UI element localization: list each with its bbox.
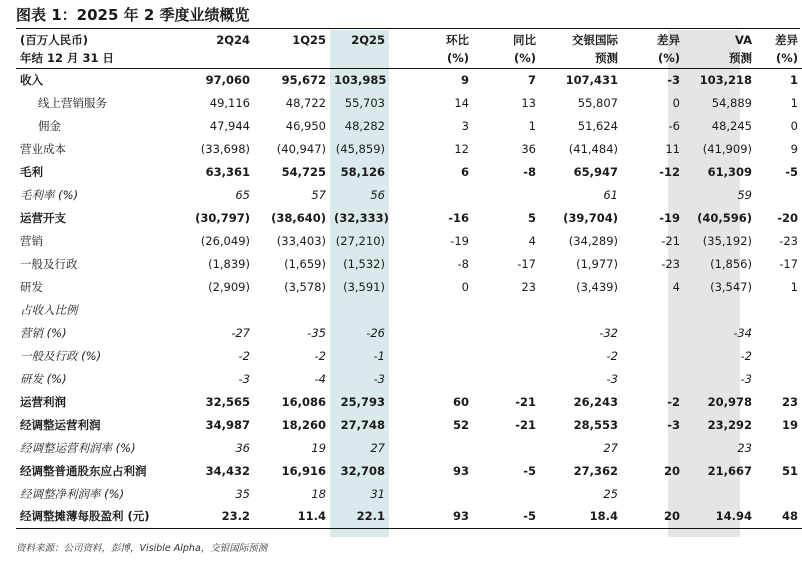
cell-2q25: -1 bbox=[373, 348, 385, 363]
cell-2q25: 103,985 bbox=[334, 72, 387, 87]
cell-va-diff bbox=[756, 183, 802, 206]
cell-1q25: -2 bbox=[314, 348, 326, 363]
table-row bbox=[16, 344, 802, 367]
table-row bbox=[16, 91, 802, 114]
table-body bbox=[16, 68, 802, 528]
cell-yoy bbox=[473, 367, 540, 390]
cell-va: -3 bbox=[740, 371, 752, 386]
cell-1q25: 11.4 bbox=[254, 505, 330, 528]
row-label: 经调整运营利润 bbox=[20, 417, 101, 432]
cell-2q24: 97,060 bbox=[205, 72, 250, 87]
table-row bbox=[16, 321, 802, 344]
cell-bocom-forecast: 61 bbox=[603, 187, 618, 202]
cell-yoy: -5 bbox=[473, 505, 540, 528]
cell-va-diff bbox=[756, 344, 802, 367]
cell-va: 21,667 bbox=[707, 463, 752, 478]
cell-va-diff: 1 bbox=[789, 72, 798, 87]
cell-2q25: 48,282 bbox=[344, 118, 385, 133]
cell-yoy: 7 bbox=[527, 72, 536, 87]
cell-bocom-forecast: 51,624 bbox=[577, 118, 618, 133]
cell-va-diff bbox=[756, 367, 802, 390]
cell-2q25: (1,532) bbox=[343, 256, 385, 271]
cell-2q24: 47,944 bbox=[209, 118, 250, 133]
cell-diff: -3 bbox=[667, 417, 680, 432]
cell-va: (41,909) bbox=[702, 141, 752, 156]
cell-va-diff bbox=[756, 321, 802, 344]
cell-diff bbox=[622, 436, 684, 459]
cell-bocom-forecast: (3,439) bbox=[576, 279, 618, 294]
row-label: 经调整摊薄每股盈利 (元) bbox=[16, 505, 174, 528]
header-cell-1q25: 1Q25 bbox=[292, 32, 326, 47]
header-cell-label: 年结 12 月 31 日 bbox=[16, 49, 174, 68]
table-row bbox=[16, 459, 802, 482]
cell-qoq: 52 bbox=[452, 417, 469, 432]
cell-2q25: (32,333) bbox=[334, 210, 389, 225]
table-row bbox=[16, 436, 802, 459]
cell-qoq bbox=[389, 321, 473, 344]
cell-va: 103,218 bbox=[699, 72, 752, 87]
cell-1q25: 54,725 bbox=[281, 164, 326, 179]
header-row2 bbox=[16, 49, 802, 68]
cell-yoy bbox=[473, 344, 540, 367]
cell-va: 23 bbox=[737, 440, 752, 455]
header-cell-bocom-forecast: 预测 bbox=[540, 49, 622, 68]
cell-bocom-forecast: -3 bbox=[606, 371, 618, 386]
table-row bbox=[16, 505, 802, 528]
row-label: 营销 (%) bbox=[20, 325, 67, 340]
table-row bbox=[16, 114, 802, 137]
row-label: 占收入比例 bbox=[20, 302, 78, 317]
cell-bocom-forecast: (39,704) bbox=[563, 210, 618, 225]
cell-1q25: 19 bbox=[311, 440, 326, 455]
cell-va: (1,856) bbox=[710, 256, 752, 271]
cell-va: 20,978 bbox=[707, 394, 752, 409]
cell-2q25: 56 bbox=[370, 187, 385, 202]
cell-2q25 bbox=[330, 298, 389, 321]
cell-diff bbox=[622, 183, 684, 206]
cell-va: (40,596) bbox=[697, 210, 752, 225]
cell-qoq bbox=[389, 367, 473, 390]
cell-yoy: -17 bbox=[517, 256, 536, 271]
cell-diff bbox=[622, 367, 684, 390]
row-label: 研发 (%) bbox=[20, 371, 67, 386]
cell-va: (3,547) bbox=[710, 279, 752, 294]
cell-yoy bbox=[473, 482, 540, 505]
header-cell-bocom-forecast: 交银国际 bbox=[572, 32, 618, 47]
header-row1 bbox=[16, 30, 802, 49]
source-note: 资料来源：公司资料，彭博，Visible Alpha，交银国际预测 bbox=[16, 543, 268, 554]
header-cell-2q25 bbox=[330, 49, 389, 68]
cell-diff: 20 bbox=[663, 463, 680, 478]
cell-qoq bbox=[389, 344, 473, 367]
cell-va-diff: -17 bbox=[779, 256, 798, 271]
cell-2q24: (26,049) bbox=[200, 233, 250, 248]
cell-1q25: 18 bbox=[311, 486, 326, 501]
row-label: 佣金 bbox=[38, 118, 61, 133]
cell-va: -2 bbox=[740, 348, 752, 363]
cell-2q24: -27 bbox=[231, 325, 250, 340]
cell-bocom-forecast bbox=[540, 298, 622, 321]
cell-yoy: 13 bbox=[521, 95, 536, 110]
row-label: 经调整净利润率 (%) bbox=[20, 486, 125, 501]
header-cell-diff: (%) bbox=[622, 49, 684, 68]
header-cell-va: VA bbox=[734, 32, 752, 47]
cell-va bbox=[684, 298, 756, 321]
row-label: 线上营销服务 bbox=[38, 95, 107, 110]
header-cell-2q25: 2Q25 bbox=[351, 32, 385, 47]
row-label: 运营利润 bbox=[20, 394, 66, 409]
cell-yoy bbox=[473, 298, 540, 321]
cell-2q24: -3 bbox=[238, 371, 250, 386]
cell-1q25: (40,947) bbox=[276, 141, 326, 156]
cell-2q24: -2 bbox=[238, 348, 250, 363]
table-row bbox=[16, 183, 802, 206]
cell-2q24: 35 bbox=[235, 486, 250, 501]
row-label: 研发 bbox=[20, 279, 43, 294]
row-label: 毛利率 (%) bbox=[20, 187, 79, 202]
cell-diff: 11 bbox=[665, 141, 680, 156]
cell-2q24: 32,565 bbox=[205, 394, 250, 409]
cell-va-diff: 23 bbox=[781, 394, 798, 409]
cell-yoy bbox=[473, 321, 540, 344]
cell-2q24: (30,797) bbox=[195, 210, 250, 225]
cell-diff: -2 bbox=[667, 394, 680, 409]
cell-yoy: -21 bbox=[515, 417, 536, 432]
cell-yoy: -5 bbox=[523, 463, 536, 478]
cell-va-diff: -23 bbox=[779, 233, 798, 248]
cell-2q24: 65 bbox=[235, 187, 250, 202]
table-row bbox=[16, 275, 802, 298]
cell-1q25: 46,950 bbox=[285, 118, 326, 133]
cell-1q25: 18,260 bbox=[281, 417, 326, 432]
cell-bocom-forecast: (34,289) bbox=[568, 233, 618, 248]
cell-qoq bbox=[389, 183, 473, 206]
cell-2q24: (33,698) bbox=[200, 141, 250, 156]
header-cell-qoq: 环比 bbox=[446, 32, 469, 47]
cell-2q25: (27,210) bbox=[335, 233, 385, 248]
cell-qoq: -8 bbox=[457, 256, 469, 271]
cell-1q25: (33,403) bbox=[276, 233, 326, 248]
cell-diff: -19 bbox=[659, 210, 680, 225]
cell-va: (35,192) bbox=[702, 233, 752, 248]
cell-1q25: (1,659) bbox=[284, 256, 326, 271]
results-table bbox=[16, 30, 802, 529]
cell-qoq: 93 bbox=[452, 463, 469, 478]
cell-1q25: 57 bbox=[311, 187, 326, 202]
table-row bbox=[16, 367, 802, 390]
header-cell-yoy: 同比 bbox=[513, 32, 536, 47]
cell-2q25: 31 bbox=[370, 486, 385, 501]
cell-qoq bbox=[389, 436, 473, 459]
cell-bocom-forecast: 18.4 bbox=[540, 505, 622, 528]
cell-diff bbox=[622, 482, 684, 505]
cell-qoq: 14 bbox=[454, 95, 469, 110]
cell-2q24: 34,987 bbox=[205, 417, 250, 432]
cell-1q25: 95,672 bbox=[281, 72, 326, 87]
cell-va-diff: 51 bbox=[781, 463, 798, 478]
cell-qoq: 6 bbox=[460, 164, 469, 179]
cell-va: 23,292 bbox=[707, 417, 752, 432]
cell-2q24 bbox=[174, 298, 254, 321]
cell-yoy: 23 bbox=[521, 279, 536, 294]
cell-va: 61,309 bbox=[707, 164, 752, 179]
cell-va-diff bbox=[756, 482, 802, 505]
cell-diff: 0 bbox=[672, 95, 680, 110]
cell-1q25: -4 bbox=[314, 371, 326, 386]
cell-bocom-forecast: 28,553 bbox=[573, 417, 618, 432]
cell-yoy: -8 bbox=[523, 164, 536, 179]
cell-diff: -6 bbox=[668, 118, 680, 133]
row-label: 营业成本 bbox=[20, 141, 66, 156]
cell-2q25: 27 bbox=[370, 440, 385, 455]
cell-1q25 bbox=[254, 298, 330, 321]
header-cell-1q25 bbox=[254, 49, 330, 68]
cell-va-diff: -5 bbox=[785, 164, 798, 179]
cell-va-diff: 0 bbox=[790, 118, 798, 133]
page-title: 图表 1：2025 年 2 季度业绩概览 bbox=[16, 6, 250, 24]
cell-bocom-forecast: 107,431 bbox=[565, 72, 618, 87]
header-cell-2q24 bbox=[174, 49, 254, 68]
row-label: 毛利 bbox=[20, 164, 43, 179]
cell-bocom-forecast: (1,977) bbox=[576, 256, 618, 271]
cell-va: -34 bbox=[733, 325, 752, 340]
cell-qoq bbox=[389, 298, 473, 321]
cell-qoq: -19 bbox=[450, 233, 469, 248]
table-row bbox=[16, 206, 802, 229]
row-label: 经调整运营利润率 (%) bbox=[20, 440, 136, 455]
cell-2q24: 23.2 bbox=[174, 505, 254, 528]
cell-yoy: 36 bbox=[521, 141, 536, 156]
cell-diff: -3 bbox=[667, 72, 680, 87]
cell-2q24: 63,361 bbox=[205, 164, 250, 179]
cell-2q25: 27,748 bbox=[340, 417, 385, 432]
cell-1q25: 16,916 bbox=[281, 463, 326, 478]
cell-2q25: 25,793 bbox=[340, 394, 385, 409]
row-label: 运营开支 bbox=[20, 210, 66, 225]
cell-qoq: 3 bbox=[461, 118, 469, 133]
cell-2q25: -26 bbox=[366, 325, 385, 340]
cell-qoq: 9 bbox=[460, 72, 469, 87]
cell-va: 59 bbox=[737, 187, 752, 202]
cell-bocom-forecast: -2 bbox=[606, 348, 618, 363]
header-cell-diff: 差异 bbox=[657, 32, 680, 47]
header-cell-va: 预测 bbox=[684, 49, 756, 68]
row-label: 一般及行政 (%) bbox=[20, 348, 102, 363]
cell-1q25: 16,086 bbox=[281, 394, 326, 409]
cell-diff bbox=[622, 298, 684, 321]
cell-2q25: 55,703 bbox=[344, 95, 385, 110]
cell-va-diff: -20 bbox=[777, 210, 798, 225]
cell-2q25: (45,859) bbox=[335, 141, 385, 156]
cell-bocom-forecast: 27,362 bbox=[573, 463, 618, 478]
header-cell-qoq: (%) bbox=[389, 49, 473, 68]
cell-diff bbox=[622, 344, 684, 367]
row-label: 一般及行政 bbox=[20, 256, 78, 271]
cell-1q25: (38,640) bbox=[271, 210, 326, 225]
cell-bocom-forecast: 26,243 bbox=[573, 394, 618, 409]
cell-va-diff: 9 bbox=[790, 141, 798, 156]
table-row bbox=[16, 413, 802, 436]
cell-diff: 20 bbox=[622, 505, 684, 528]
cell-yoy: 1 bbox=[528, 118, 536, 133]
cell-qoq: 12 bbox=[454, 141, 469, 156]
cell-2q25: -3 bbox=[373, 371, 385, 386]
cell-qoq: 0 bbox=[461, 279, 469, 294]
table-row bbox=[16, 160, 802, 183]
cell-va-diff: 48 bbox=[756, 505, 802, 528]
cell-yoy: -21 bbox=[515, 394, 536, 409]
cell-va-diff bbox=[756, 298, 802, 321]
cell-2q24: 36 bbox=[235, 440, 250, 455]
cell-qoq: -16 bbox=[448, 210, 469, 225]
cell-1q25: -35 bbox=[307, 325, 326, 340]
cell-bocom-forecast: 55,807 bbox=[577, 95, 618, 110]
cell-qoq: 60 bbox=[452, 394, 469, 409]
cell-diff: 4 bbox=[672, 279, 680, 294]
cell-2q24: 34,432 bbox=[205, 463, 250, 478]
cell-2q25: (3,591) bbox=[343, 279, 385, 294]
table-row bbox=[16, 482, 802, 505]
cell-bocom-forecast: -32 bbox=[599, 325, 618, 340]
cell-diff: -21 bbox=[661, 233, 680, 248]
table-row bbox=[16, 137, 802, 160]
title-rule bbox=[16, 28, 800, 29]
cell-va-diff: 19 bbox=[781, 417, 798, 432]
header-cell-va-diff: (%) bbox=[756, 49, 802, 68]
cell-2q25: 22.1 bbox=[330, 505, 389, 528]
row-label: 经调整普通股东应占利润 bbox=[20, 463, 147, 478]
cell-va-diff bbox=[756, 436, 802, 459]
cell-2q24: (2,909) bbox=[208, 279, 250, 294]
cell-va bbox=[684, 482, 756, 505]
cell-qoq: 93 bbox=[389, 505, 473, 528]
cell-2q25: 32,708 bbox=[340, 463, 385, 478]
cell-2q25: 58,126 bbox=[340, 164, 385, 179]
cell-yoy bbox=[473, 183, 540, 206]
cell-2q24: (1,839) bbox=[208, 256, 250, 271]
cell-diff bbox=[622, 321, 684, 344]
table-row bbox=[16, 390, 802, 413]
cell-va: 48,245 bbox=[711, 118, 752, 133]
header-cell-label: (百万人民币) bbox=[20, 32, 89, 47]
row-label: 收入 bbox=[20, 72, 43, 87]
cell-diff: -12 bbox=[659, 164, 680, 179]
cell-2q24: 49,116 bbox=[209, 95, 250, 110]
header-cell-va-diff: 差异 bbox=[775, 32, 798, 47]
cell-qoq bbox=[389, 482, 473, 505]
cell-yoy: 5 bbox=[527, 210, 536, 225]
table-row bbox=[16, 229, 802, 252]
table-header bbox=[16, 30, 802, 68]
cell-bocom-forecast: 25 bbox=[603, 486, 618, 501]
row-label: 营销 bbox=[20, 233, 43, 248]
cell-diff: -23 bbox=[661, 256, 680, 271]
table-row bbox=[16, 68, 802, 91]
cell-va: 54,889 bbox=[711, 95, 752, 110]
cell-va-diff: 1 bbox=[790, 279, 798, 294]
header-cell-yoy: (%) bbox=[473, 49, 540, 68]
cell-bocom-forecast: (41,484) bbox=[568, 141, 618, 156]
header-cell-2q24: 2Q24 bbox=[216, 32, 250, 47]
table-row bbox=[16, 252, 802, 275]
cell-1q25: (3,578) bbox=[284, 279, 326, 294]
cell-yoy: 4 bbox=[528, 233, 536, 248]
cell-bocom-forecast: 27 bbox=[603, 440, 618, 455]
cell-va: 14.94 bbox=[684, 505, 756, 528]
cell-1q25: 48,722 bbox=[285, 95, 326, 110]
table-row bbox=[16, 298, 802, 321]
cell-bocom-forecast: 65,947 bbox=[573, 164, 618, 179]
cell-va-diff: 1 bbox=[790, 95, 798, 110]
cell-yoy bbox=[473, 436, 540, 459]
